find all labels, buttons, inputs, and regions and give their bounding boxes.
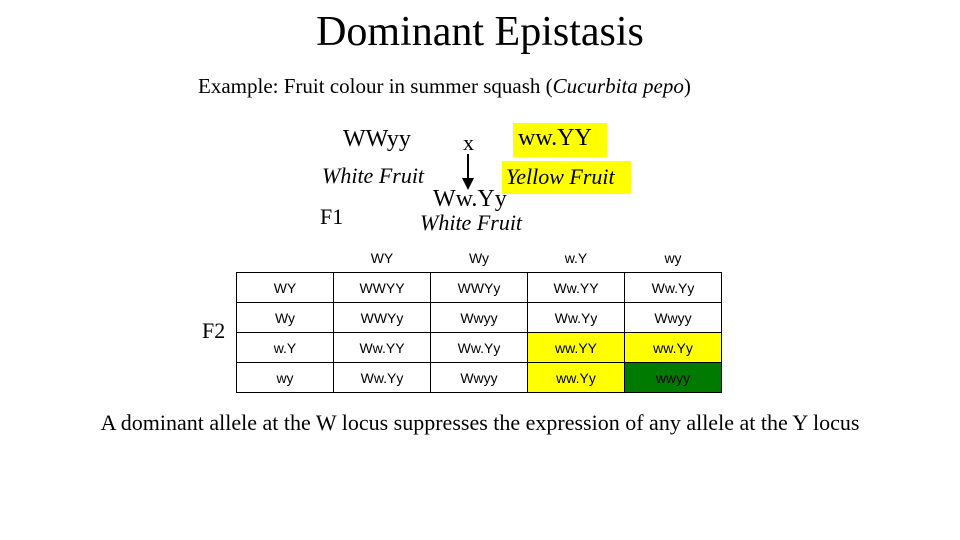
parent1-phenotype: White Fruit — [322, 163, 425, 188]
example-suffix: ) — [683, 74, 691, 98]
row-header: WY — [237, 273, 334, 303]
genotype-cell-yellow: ww.YY — [528, 333, 625, 363]
f1-genotype: Ww.Yy — [433, 186, 507, 212]
punnett-row — [237, 273, 722, 303]
genotype-cell: Wwyy — [431, 363, 528, 393]
genotype-cell: Ww.Yy — [334, 363, 431, 393]
f2-label: F2 — [202, 318, 226, 343]
genotype-cell: Ww.Yy — [528, 303, 625, 333]
punnett-row — [237, 303, 722, 333]
example-caption — [198, 74, 691, 99]
punnett-header-row — [237, 243, 722, 273]
column-header: wy — [664, 249, 682, 266]
page-title: Dominant Epistasis — [316, 9, 644, 55]
parent1-genotype: WWyy — [343, 126, 411, 152]
example-prefix: Example: Fruit colour in summer squash ( — [198, 74, 553, 98]
genotype-cell: Ww.Yy — [431, 333, 528, 363]
conclusion-text: A dominant allele at the W locus suppresses the expression of any allele at the Y locus — [100, 410, 860, 435]
row-header: w.Y — [237, 333, 334, 363]
punnett-row — [237, 333, 722, 363]
genotype-cell: Ww.YY — [528, 273, 625, 303]
corner-cell — [237, 243, 334, 273]
genotype-cell: WWYy — [334, 303, 431, 333]
genotype-cell: Ww.YY — [334, 333, 431, 363]
species-name: Cucurbita pepo — [552, 74, 684, 98]
genotype-cell-green: wwyy — [625, 363, 722, 393]
f1-label: F1 — [320, 204, 344, 229]
column-header: w.Y — [564, 249, 588, 266]
genotype-cell: Wwyy — [431, 303, 528, 333]
genotype-cell-yellow: ww.Yy — [528, 363, 625, 393]
column-header: Wy — [468, 249, 490, 266]
genotype-cell: WWYY — [334, 273, 431, 303]
genotype-cell-yellow: ww.Yy — [625, 333, 722, 363]
punnett-row — [237, 363, 722, 393]
row-header: Wy — [237, 303, 334, 333]
row-header: wy — [237, 363, 334, 393]
parent2-genotype: ww.YY — [518, 125, 592, 151]
f1-phenotype: White Fruit — [420, 210, 523, 235]
cross-symbol: x — [463, 130, 474, 155]
genotype-cell: Ww.Yy — [625, 273, 722, 303]
punnett-square — [236, 243, 722, 393]
genotype-cell: Wwyy — [625, 303, 722, 333]
down-arrow-icon — [461, 154, 475, 190]
genotype-cell: WWYy — [431, 273, 528, 303]
column-header: WY — [370, 249, 394, 266]
parent2-phenotype: Yellow Fruit — [506, 164, 615, 189]
